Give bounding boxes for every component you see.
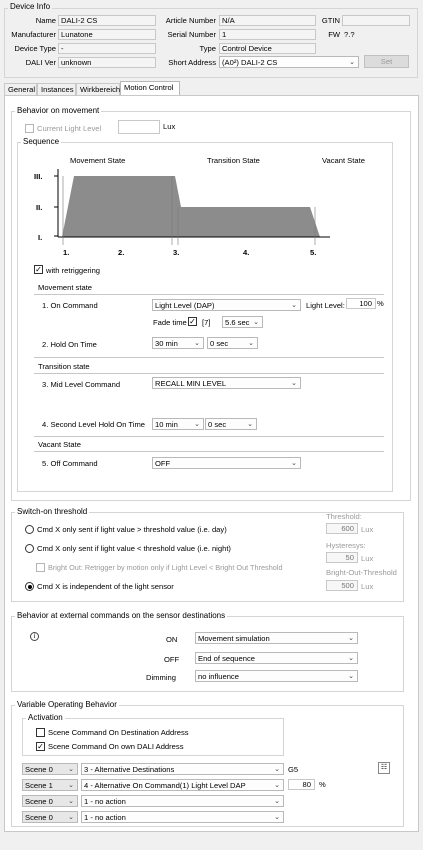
second-hold-sec-select[interactable] xyxy=(205,418,257,430)
x-label-1: 1. xyxy=(63,248,70,257)
scene-select[interactable] xyxy=(22,811,78,823)
mid-level-label: 3. Mid Level Command xyxy=(42,380,121,389)
chevron-down-icon: ⌄ xyxy=(68,814,74,821)
current-light-label: Current Light Level xyxy=(37,124,102,133)
scene-level-input[interactable]: 80 xyxy=(288,779,315,790)
chevron-down-icon: ⌄ xyxy=(348,635,354,642)
tab-general[interactable]: General xyxy=(4,83,37,96)
vacant-state-heading: Vacant State xyxy=(322,156,365,165)
external-off-label: OFF xyxy=(164,655,180,664)
hysteresis-lux-unit: Lux xyxy=(361,554,374,563)
chevron-down-icon: ⌄ xyxy=(349,59,355,66)
off-command-select[interactable] xyxy=(152,457,301,469)
x-label-3: 3. xyxy=(173,248,180,257)
chevron-down-icon: ⌄ xyxy=(274,782,280,789)
scene-action-value: 4 - Alternative On Command(1) Light Level DAP xyxy=(84,781,246,790)
x-label-2: 2. xyxy=(118,248,125,257)
chevron-down-icon: ⌄ xyxy=(274,814,280,821)
external-dimming-value: no influence xyxy=(198,672,239,681)
external-on-label: ON xyxy=(166,635,178,644)
scene-select[interactable] xyxy=(22,779,78,791)
scene-action-value: 1 - no action xyxy=(84,813,126,822)
chevron-down-icon: ⌄ xyxy=(291,302,297,309)
set-button-label: Set xyxy=(380,57,393,66)
tab-instances[interactable]: Instances xyxy=(37,83,76,96)
retriggering-checkbox[interactable]: ✓ xyxy=(35,265,42,274)
second-hold-min-select[interactable] xyxy=(152,418,204,430)
activation-title: Activation xyxy=(28,713,63,722)
type-field[interactable]: Control Device xyxy=(219,43,316,54)
threshold-title: Switch-on threshold xyxy=(17,507,88,516)
bright-out-threshold-input[interactable]: 500 xyxy=(326,580,358,591)
info-icon[interactable]: i xyxy=(30,632,39,641)
tab-wirkbereich[interactable]: Wirkbereich xyxy=(76,83,120,96)
threshold-option-night-label: Cmd X only sent if light value < threshold value (i.e. night) xyxy=(37,544,231,553)
hold-on-min-value: 30 min xyxy=(155,339,178,348)
chevron-down-icon: ⌄ xyxy=(248,340,254,347)
fade-time-checkbox[interactable]: ✓ xyxy=(189,317,196,326)
hold-on-sec-value: 0 sec xyxy=(210,339,229,348)
scene-select[interactable] xyxy=(22,795,78,807)
sequence-fill-area xyxy=(62,176,320,237)
scene-own-label: Scene Command On own DALI Address xyxy=(48,742,184,751)
external-off-select[interactable] xyxy=(195,652,358,664)
variable-behavior-title: Variable Operating Behavior xyxy=(17,700,117,709)
fade-time-value: 5.6 sec xyxy=(225,318,250,327)
scene-value: Scene 1 xyxy=(25,781,53,790)
scene-dest-label: Scene Command On Destination Address xyxy=(48,728,189,737)
external-off-value: End of sequence xyxy=(198,654,255,663)
article-number-field[interactable]: N/A xyxy=(219,15,316,26)
external-dimming-select[interactable] xyxy=(195,670,358,682)
chevron-down-icon: ⌄ xyxy=(291,380,297,387)
chevron-down-icon: ⌄ xyxy=(194,340,200,347)
type-label: Type xyxy=(199,44,216,53)
gtin-label: GTIN xyxy=(321,16,340,25)
vacant-separator xyxy=(34,451,384,452)
retriggering-label: with retriggering xyxy=(46,266,101,275)
sequence-title: Sequence xyxy=(23,137,60,146)
scene-action-select[interactable] xyxy=(81,779,284,791)
name-label: Name xyxy=(35,16,56,25)
threshold-option-independent-radio[interactable] xyxy=(25,582,34,591)
scene-value: Scene 0 xyxy=(25,797,53,806)
scene-action-select[interactable] xyxy=(81,811,284,823)
movement-state-heading: Movement State xyxy=(70,156,126,165)
vacant-separator-top xyxy=(34,436,384,437)
hysteresis-input[interactable]: 50 xyxy=(326,552,358,563)
chevron-down-icon: ⌄ xyxy=(291,460,297,467)
light-level-input[interactable]: 100 xyxy=(346,298,376,309)
short-address-label: Short Address xyxy=(168,58,216,67)
threshold-lux-unit: Lux xyxy=(361,525,374,534)
scene-action-value: 3 - Alternative Destinations xyxy=(84,765,175,774)
current-light-unit: Lux xyxy=(163,122,176,131)
threshold-option-day-radio[interactable] xyxy=(25,525,34,534)
hold-on-sec-select[interactable] xyxy=(207,337,258,349)
chevron-down-icon: ⌄ xyxy=(247,421,253,428)
second-hold-sec-value: 0 sec xyxy=(208,420,227,429)
off-command-label: 5. Off Command xyxy=(42,459,98,468)
short-address-select[interactable] xyxy=(219,56,359,68)
bright-out-checkbox[interactable] xyxy=(36,563,45,572)
external-dimming-label: Dimming xyxy=(146,673,176,682)
fade-time-label: Fade time xyxy=(153,318,187,327)
second-hold-label: 4. Second Level Hold On Time xyxy=(42,420,145,429)
device-type-field[interactable]: - xyxy=(58,43,156,54)
transition-separator xyxy=(34,373,384,374)
short-address-value: (A0²) DALI-2 CS xyxy=(222,58,278,67)
second-hold-min-value: 10 min xyxy=(155,420,178,429)
movement-separator xyxy=(34,294,384,295)
serial-number-field[interactable]: 1 xyxy=(219,29,316,40)
scene-dest-checkbox[interactable] xyxy=(36,728,45,737)
hold-on-min-select[interactable] xyxy=(152,337,204,349)
device-info-title: Device Info xyxy=(10,2,51,11)
chevron-down-icon: ⌄ xyxy=(274,798,280,805)
light-level-percent: % xyxy=(377,299,384,308)
fade-index: [7] xyxy=(202,318,211,327)
x-label-5: 5. xyxy=(310,248,317,257)
y-label-i: I. xyxy=(38,233,43,242)
destination-group-value: G5 xyxy=(288,765,299,774)
chevron-down-icon: ⌄ xyxy=(253,319,259,326)
external-on-value: Movement simulation xyxy=(198,634,270,643)
y-label-ii: II. xyxy=(36,203,43,212)
chevron-down-icon: ⌄ xyxy=(68,798,74,805)
behavior-title: Behavior on movement xyxy=(17,106,100,115)
scene-action-value: 1 - no action xyxy=(84,797,126,806)
sequence-diagram xyxy=(30,165,370,260)
dali-ver-field[interactable]: unknown xyxy=(58,57,156,68)
scene-action-select[interactable] xyxy=(81,763,284,775)
threshold-option-night-radio[interactable] xyxy=(25,544,34,553)
threshold-value-input[interactable]: 600 xyxy=(326,523,358,534)
manufacturer-label: Manufacturer xyxy=(11,30,56,39)
threshold-option-day-label: Cmd X only sent if light value > threshold value (i.e. day) xyxy=(37,525,227,534)
scene-action-select[interactable] xyxy=(81,795,284,807)
threshold-option-independent-label: Cmd X is independent of the light sensor xyxy=(37,582,174,591)
hold-on-time-label: 2. Hold On Time xyxy=(42,340,97,349)
set-button[interactable] xyxy=(364,55,409,68)
dali-ver-label: DALI Ver xyxy=(25,58,56,67)
chevron-down-icon: ⌄ xyxy=(348,673,354,680)
list-icon: ☷ xyxy=(380,764,388,771)
destination-picker-button[interactable] xyxy=(378,762,390,774)
scene-own-checkbox[interactable]: ✓ xyxy=(37,742,44,751)
vacant-state-title: Vacant State xyxy=(38,440,81,449)
threshold-value-label: Threshold: xyxy=(326,512,362,521)
scene-select[interactable] xyxy=(22,763,78,775)
bright-out-threshold-label: Bright-Out-Threshold xyxy=(326,568,397,577)
transition-state-title: Transition state xyxy=(38,362,90,371)
transition-state-heading: Transition State xyxy=(207,156,260,165)
name-field[interactable]: DALI-2 CS xyxy=(58,15,156,26)
article-number-label: Article Number xyxy=(165,16,216,25)
scene-value: Scene 0 xyxy=(25,765,53,774)
current-light-checkbox[interactable] xyxy=(25,124,34,133)
chevron-down-icon: ⌄ xyxy=(68,766,74,773)
fw-label: FW xyxy=(328,30,340,39)
external-commands-title: Behavior at external commands on the sensor destinations xyxy=(17,611,226,620)
mid-level-value: RECALL MIN LEVEL xyxy=(155,379,227,388)
chevron-down-icon: ⌄ xyxy=(68,782,74,789)
x-label-4: 4. xyxy=(243,248,250,257)
fade-time-select[interactable] xyxy=(222,316,263,328)
hysteresis-label: Hysteresys: xyxy=(326,541,366,550)
off-command-value: OFF xyxy=(155,459,171,468)
light-level-label: Light Level: xyxy=(306,301,345,310)
on-command-select[interactable] xyxy=(152,299,301,311)
chevron-down-icon: ⌄ xyxy=(274,766,280,773)
on-command-label: 1. On Command xyxy=(42,301,98,310)
mid-level-select[interactable] xyxy=(152,377,301,389)
scene-value: Scene 0 xyxy=(25,813,53,822)
current-light-input[interactable] xyxy=(118,120,160,134)
movement-state-title: Movement state xyxy=(38,283,93,292)
external-on-select[interactable] xyxy=(195,632,358,644)
bright-out-lux-unit: Lux xyxy=(361,582,374,591)
tab-motion-control[interactable]: Motion Control xyxy=(120,81,180,96)
manufacturer-field[interactable]: Lunatone xyxy=(58,29,156,40)
gtin-field[interactable] xyxy=(342,15,410,26)
fw-value: ?.? xyxy=(344,30,355,39)
y-label-iii: III. xyxy=(34,172,43,181)
bright-out-label: Bright Out: Retrigger by motion only if Light Level < Bright Out Threshold xyxy=(48,563,283,572)
transition-separator-top xyxy=(34,357,384,358)
scene-level-unit: % xyxy=(319,780,326,789)
device-type-label: Device Type xyxy=(14,44,56,53)
chevron-down-icon: ⌄ xyxy=(348,655,354,662)
chevron-down-icon: ⌄ xyxy=(194,421,200,428)
serial-number-label: Serial Number xyxy=(167,30,216,39)
on-command-value: Light Level (DAP) xyxy=(155,301,215,310)
